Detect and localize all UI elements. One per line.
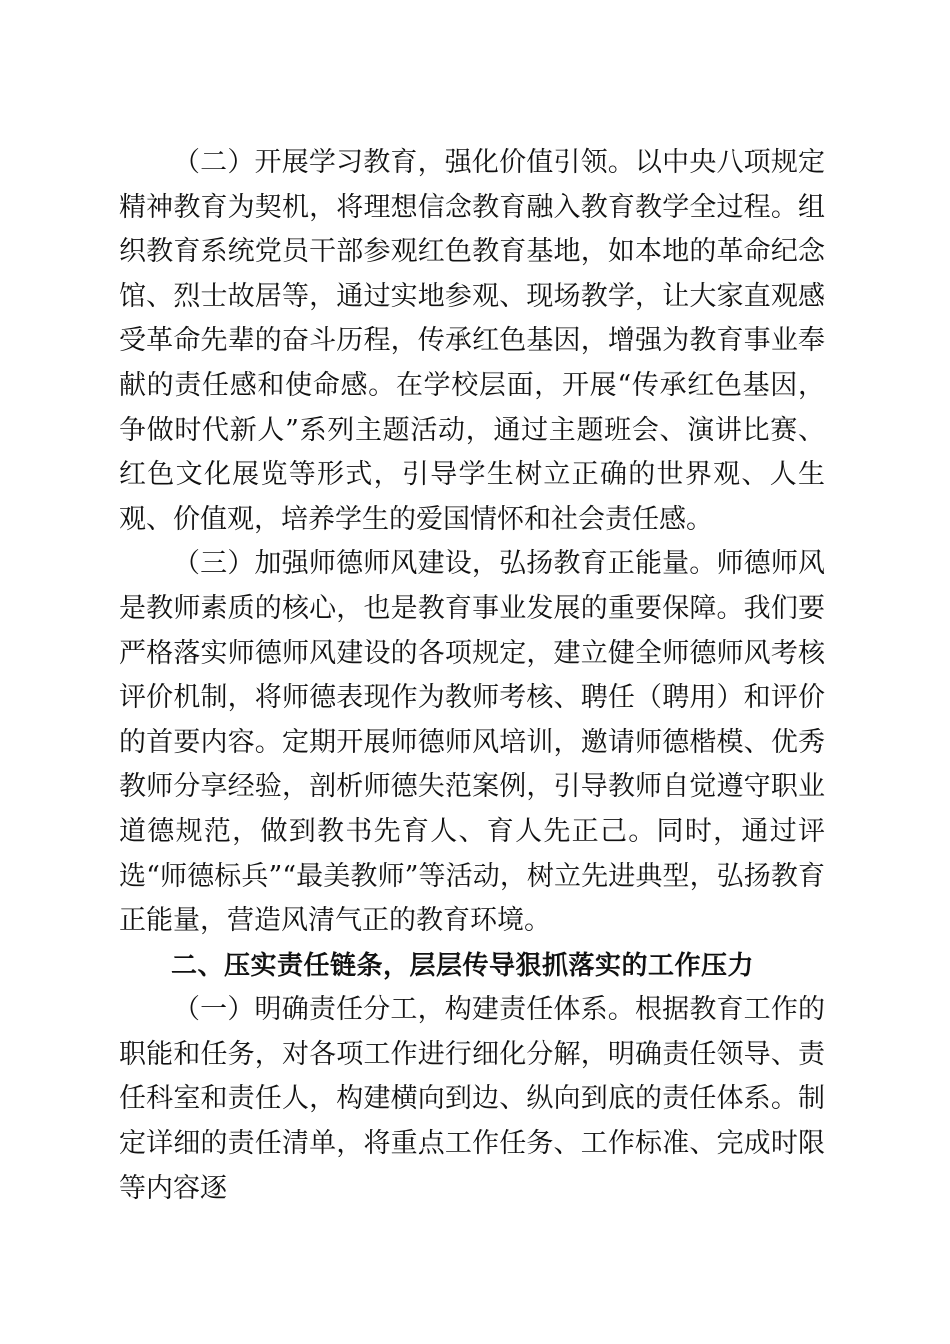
paragraph-section2-1-text: 根据教育工作的职能和任务，对各项工作进行细化分解，明确责任领导、责任科室和责任人，构建横向到边、纵向到底的责任体系。制定详细的责任清单，将重点工作任务、工作标准、完成时限等内容逐 <box>119 994 826 1204</box>
paragraph-3-text: 师德师风是教师素质的核心，也是教育事业发展的重要保障。我们要严格落实师德师风建设的各项规定，建立健全师德师风考核评价机制，将师德表现作为教师考核、聘任（聘用）和评价的首要内容。定期开展师德师风培训，邀请师德楷模、优秀教师分享经验，剖析师德失范案例，引导教师自觉遵守职业道德规范，做到教书先育人、育人先正己。同时，通过评选“师德标兵”“最美教师”等活动，树立先进典型，弘扬教育正能量，营造风清气正的教育环境。 <box>119 548 826 937</box>
paragraph-3-lead: （三）加强师德师风建设，弘扬教育正能量。 <box>173 548 717 580</box>
paragraph-section2-1-lead: （一）明确责任分工，构建责任体系。 <box>173 994 635 1026</box>
document-body <box>119 141 825 1211</box>
paragraph-2-text: 以中央八项规定精神教育为契机，将理想信念教育融入教育教学全过程。组织教育系统党员干部参观红色教育基地，如本地的革命纪念馆、烈士故居等，通过实地参观、现场教学，让大家直观感受革命先辈的奋斗历程，传承红色基因，增强为教育事业奉献的责任感和使命感。在学校层面，开展“传承红色基因，争做时代新人”系列主题活动，通过主题班会、演讲比赛、红色文化展览等形式，引导学生树立正确的世界观、人生观、价值观，培养学生的爱国情怀和社会责任感。 <box>119 147 826 535</box>
paragraph-3 <box>119 542 825 943</box>
paragraph-2-lead: （二）开展学习教育，强化价值引领。 <box>173 147 635 178</box>
paragraph-2 <box>119 141 825 542</box>
section-heading: 二、压实责任链条，层层传导狠抓落实的工作压力 <box>171 950 755 981</box>
paragraph-section2-1 <box>119 988 825 1211</box>
